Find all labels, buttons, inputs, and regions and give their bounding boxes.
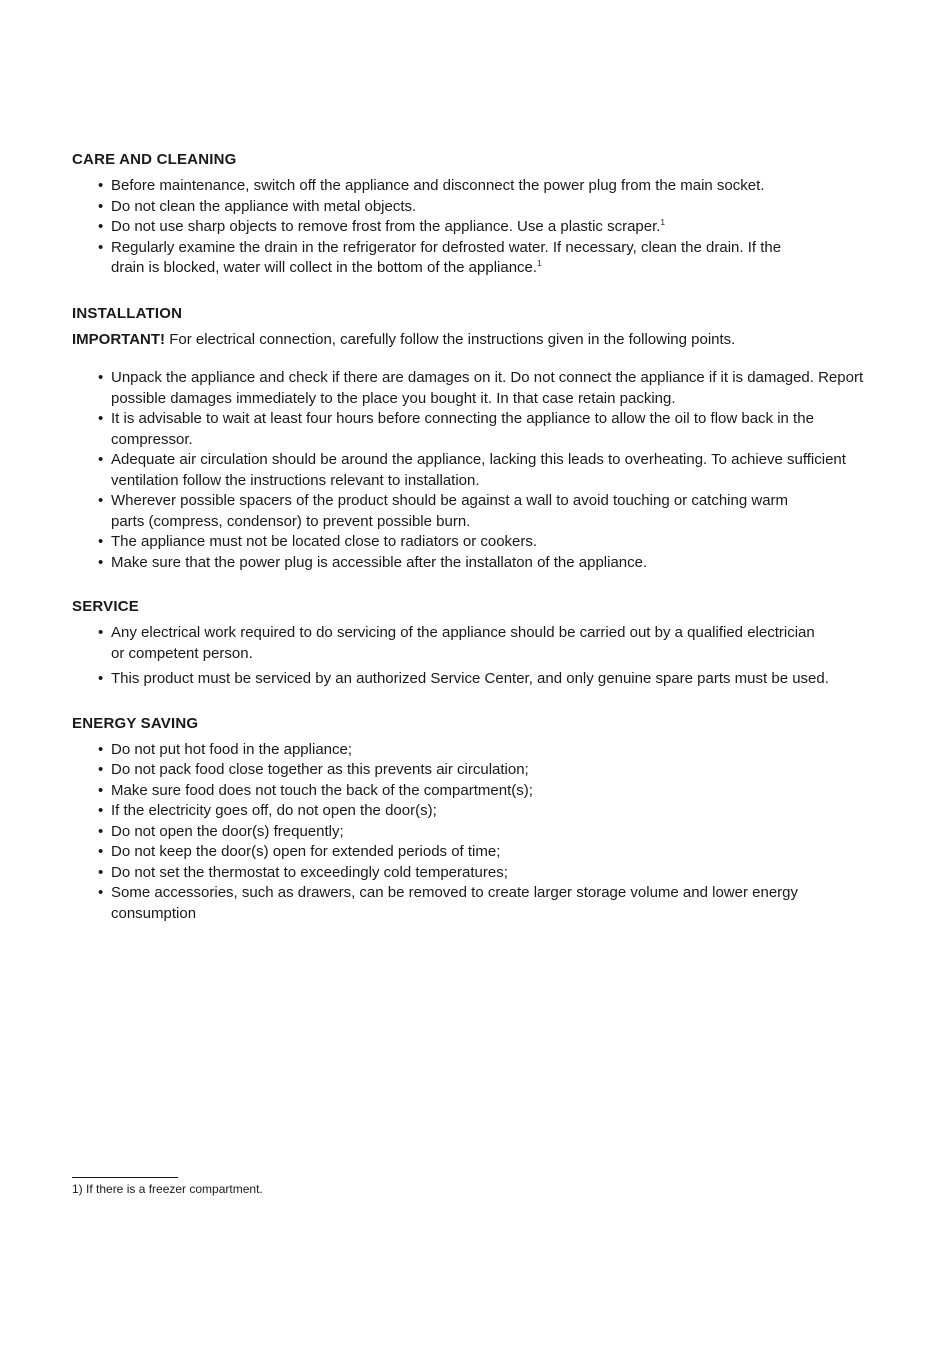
important-text: For electrical connection, carefully follow the instructions given in the following points. (165, 330, 736, 348)
list-item-text: Do not put hot food in the appliance; (111, 740, 353, 758)
section-heading-energy: ENERGY SAVING (72, 714, 199, 732)
list-item-text: Adequate air circulation should be around the appliance, lacking this leads to overheating. To achieve sufficient ventilation follow the instructions relevant to installation. (111, 451, 846, 489)
service-list (72, 623, 872, 690)
list-item-text: Do not use sharp objects to remove frost from the appliance. Use a plastic scraper. (111, 218, 661, 235)
list-item-text: It is advisable to wait at least four hours before connecting the appliance to allow the oil to flow back in the compressor. (111, 410, 814, 448)
list-item-text: Do not pack food close together as this prevents air circulation; (111, 761, 529, 778)
list-item-text: This product must be serviced by an authorized Service Center, and only genuine spare parts must be used. (111, 670, 829, 687)
list-item-text: Any electrical work required to do servicing of the appliance should be carried out by a qualified electrician or competent person. (111, 624, 815, 662)
list-item (98, 197, 872, 218)
list-item (98, 669, 872, 690)
list-item (98, 176, 791, 197)
footnote-marker: 1 (537, 259, 542, 268)
list-item (98, 883, 831, 924)
care-and-cleaning-section (72, 150, 872, 279)
service-section (72, 597, 872, 690)
important-label: IMPORTANT! (72, 330, 166, 348)
list-item (98, 553, 872, 574)
list-item (98, 623, 821, 664)
list-item-text: The appliance must not be located close to radiators or cookers. (111, 533, 538, 550)
list-item (98, 450, 872, 491)
list-item-text: Do not set the thermostat to exceedingly cold temperatures; (111, 863, 508, 881)
list-item-text: Some accessories, such as drawers, can be removed to create larger storage volume and lower energy consumption (111, 884, 799, 922)
list-item-text: Wherever possible spacers of the product should be against a wall to avoid touching or catching warm parts (compress, condensor) to prevent possible burn. (111, 492, 789, 530)
list-item-text: Do not keep the door(s) open for extended periods of time; (111, 843, 501, 860)
list-item (98, 760, 872, 781)
footnote-marker: 1 (660, 218, 665, 227)
care-list (72, 176, 872, 279)
list-item (98, 532, 872, 553)
section-heading-installation: INSTALLATION (72, 304, 183, 322)
footnote-divider (72, 1177, 178, 1178)
list-item (98, 740, 872, 761)
footnote: 1) If there is a freezer compartment. (72, 1182, 263, 1196)
list-item (98, 781, 872, 802)
list-item-text: Unpack the appliance and check if there are damages on it. Do not connect the appliance if it is damaged. Report possible damages immediately to the place you bought it. In that case retain packing. (111, 369, 864, 407)
list-item (98, 491, 821, 532)
list-item (98, 409, 841, 450)
important-notice (72, 330, 752, 351)
list-item-text: Do not clean the appliance with metal objects. (111, 197, 417, 215)
document-page (72, 150, 872, 924)
energy-saving-section (72, 714, 872, 925)
list-item (98, 368, 872, 409)
list-item-text: Make sure food does not touch the back of the compartment(s); (111, 781, 533, 799)
installation-section (72, 304, 872, 574)
list-item (98, 863, 872, 884)
list-item-text: If the electricity goes off, do not open the door(s); (111, 802, 437, 819)
list-item-text: Make sure that the power plug is accessible after the installaton of the appliance. (111, 553, 648, 571)
section-heading-service: SERVICE (72, 598, 139, 615)
list-item-text: Do not open the door(s) frequently; (111, 822, 344, 840)
list-item (98, 217, 872, 238)
installation-list (72, 368, 872, 573)
list-item (98, 842, 872, 863)
list-item (98, 801, 872, 822)
section-heading-care: CARE AND CLEANING (72, 151, 237, 168)
list-item-text: Before maintenance, switch off the appliance and disconnect the power plug from the main socket. (111, 177, 765, 194)
energy-list (72, 740, 872, 925)
list-item (98, 822, 872, 843)
list-item (98, 238, 801, 279)
list-item-text: Regularly examine the drain in the refrigerator for defrosted water. If necessary, clean the drain. If the drain is blocked, water will collect in the bottom of the appliance. (111, 238, 782, 276)
